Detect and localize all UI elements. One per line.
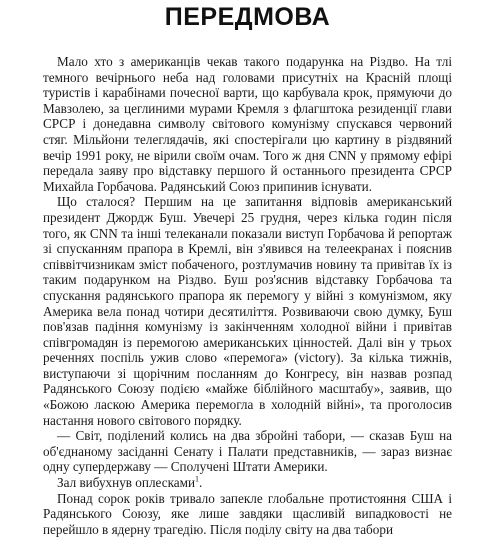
footnote-marker[interactable]: 1 [195,474,200,484]
paragraph-punctuation: . [199,475,203,491]
paragraph: Понад сорок років тривало запекле глобальне протистояння США і Радянського Союзу, яке лише завдяки щасливій випадковості не перейшло в ядерну трагедію. Після поділу світу на два табори [43,490,452,537]
paragraph-text: Зал вибухнув оплесками [57,475,196,491]
paragraph: Що сталося? Першим на це запитання відповів американський президент Джордж Буш. Увечері 25 грудня, через кілька годин після того, як CNN та інші телеканали показали виступ Горбачова й репортаж зі спусканням прапора в Кремлі, він з'явився на телеекранах і пояснив співвітчизникам зміст побаченого, розтлумачив новину та привітав їх із таким подарунком на Різдво. Буш роз'яснив відставку Горбачова та спускання радянського прапора як перемогу у війні з комунізмом, яку Америка вела понад чотири десятиліття. Розвиваючи свою думку, Буш пов'язав падіння комунізму із закінченням холодної війни і привітав співгромадян із перемогою американських цінностей. Далі він у трьох реченнях поспіль ужив слово «перемога» (victory). За кілька тижнів, виступаючи зі щорічним посланням до Конгресу, він назвав розпад Радянського Союзу подією «майже біблійного масштабу», заявив, що «Божою ласкою Америка перемогла в холодній війні», та проголосив настання нового світового порядку. [43,194,452,428]
page-body [43,54,452,537]
paragraph: — Світ, поділений колись на два збройні табори, — сказав Буш на об'єднаному засіданні Сенату і Палати представників, — зараз визнає одну супердержаву — Сполучені Штати Америки. [43,428,452,475]
paragraph: Мало хто з американців чекав такого подарунка на Різдво. На тлі темного вечірнього неба над головами присутніх на Красній площі туристів і карабінами почесної варти, що карбувала крок, прямуючи до Мавзолею, за цеглиними мурами Кремля з флагштока резиденції глави СРСР і донедавна символу світового комунізму спускався червоний стяг. Мільйони телеглядачів, які спостерігали цю картину в різдвяний вечір 1991 року, не вірили своїм очам. Того ж дня CNN у прямому ефірі передала заяву про відставку першого й останнього президента СРСР Михайла Горбачова. Радянський Союз припинив існувати. [43,54,452,194]
paragraph-with-footnote [43,475,452,491]
page-title: ПЕРЕДМОВА [164,3,331,31]
